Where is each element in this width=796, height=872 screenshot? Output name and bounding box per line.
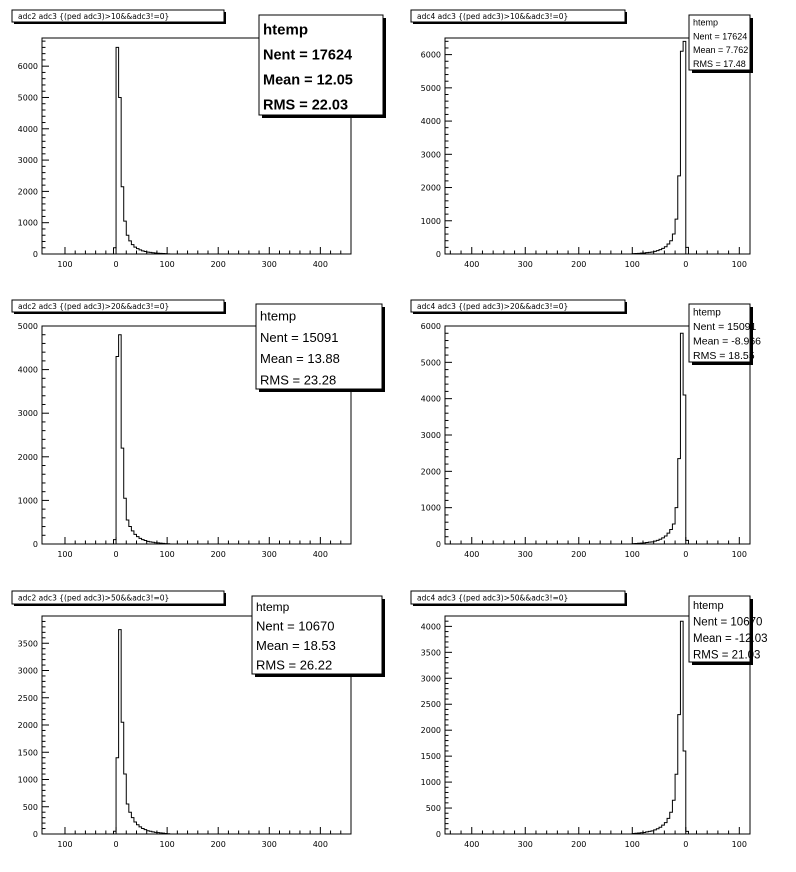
x-tick-label: 300	[517, 550, 533, 559]
stats-name: htemp	[693, 599, 724, 612]
stats-name: htemp	[256, 600, 290, 615]
stats-line: RMS = 18.55	[693, 349, 755, 362]
y-tick-label: 1000	[17, 218, 38, 228]
x-tick-label: 200	[571, 260, 587, 269]
y-tick-label: 5000	[17, 93, 38, 103]
stats-line: Nent = 15091	[260, 329, 339, 345]
y-tick-label: 0	[435, 540, 441, 549]
y-tick-label: 2500	[420, 700, 441, 710]
stats-line: Nent = 10670	[693, 616, 763, 629]
histogram-panel-5	[12, 591, 385, 849]
x-tick-label: 100	[57, 840, 73, 849]
y-tick-label: 0	[32, 540, 38, 549]
y-tick-label: 0	[435, 250, 441, 259]
histogram-panel-2	[411, 10, 753, 269]
y-tick-label: 2000	[420, 183, 441, 193]
x-tick-label: 100	[159, 840, 175, 849]
y-tick-label: 1000	[420, 216, 441, 226]
y-tick-label: 1000	[420, 778, 441, 788]
stats-line: Mean = -8.966	[693, 335, 762, 348]
histogram-steps	[111, 47, 172, 254]
x-tick-label: 200	[210, 550, 226, 559]
x-tick-label: 400	[312, 550, 328, 559]
y-tick-label: 500	[425, 804, 441, 814]
stats-line: RMS = 22.03	[263, 97, 349, 114]
y-tick-label: 3000	[420, 150, 441, 160]
histogram-title: adc2 adc3 {(ped adc3)>50&&adc3!=0}	[18, 593, 170, 603]
x-tick-label: 300	[261, 840, 277, 849]
x-tick-label: 100	[731, 260, 747, 269]
histogram-panel-6	[411, 591, 767, 849]
y-tick-label: 6000	[420, 322, 441, 331]
x-tick-label: 0	[113, 840, 119, 849]
x-tick-label: 0	[113, 550, 119, 559]
stats-line: Nent = 15091	[693, 320, 757, 333]
y-tick-label: 1000	[17, 496, 38, 506]
y-tick-label: 3500	[17, 639, 38, 649]
stats-line: Mean = 13.88	[260, 351, 340, 367]
stats-line: RMS = 21.03	[693, 649, 761, 662]
x-tick-label: 100	[57, 550, 73, 559]
x-tick-label: 400	[464, 840, 480, 849]
stats-line: Mean = 18.53	[256, 638, 336, 654]
histogram-title: adc2 adc3 {(ped adc3)>10&&adc3!=0}	[18, 12, 170, 21]
x-tick-label: 400	[464, 550, 480, 559]
histogram-title: adc4 adc3 {(ped adc3)>20&&adc3!=0}	[417, 302, 569, 311]
histogram-steps	[630, 621, 692, 834]
stats-line: Mean = -12.03	[693, 632, 768, 645]
y-tick-label: 6000	[17, 62, 38, 72]
x-tick-label: 200	[210, 260, 226, 269]
stats-line: Nent = 17624	[693, 31, 748, 42]
y-tick-label: 2000	[420, 467, 441, 477]
stats-name: htemp	[693, 307, 721, 319]
y-tick-label: 3000	[17, 666, 38, 676]
x-tick-label: 300	[517, 840, 533, 849]
stats-name: htemp	[263, 21, 308, 39]
histogram-panel-3	[12, 300, 385, 559]
stats-name: htemp	[693, 17, 719, 28]
y-tick-label: 4000	[420, 622, 441, 632]
y-tick-label: 1500	[420, 752, 441, 762]
y-tick-label: 1500	[17, 748, 38, 758]
histogram-steps	[630, 41, 692, 254]
x-tick-label: 0	[113, 260, 119, 269]
x-tick-label: 100	[57, 260, 73, 269]
stats-line: Nent = 17624	[263, 47, 353, 64]
y-tick-label: 4000	[420, 117, 441, 127]
x-tick-label: 100	[731, 840, 747, 849]
x-tick-label: 100	[624, 840, 640, 849]
y-tick-label: 1000	[17, 775, 38, 785]
y-tick-label: 0	[435, 830, 441, 839]
y-tick-label: 1000	[420, 503, 441, 513]
y-tick-label: 5000	[420, 358, 441, 368]
x-tick-label: 100	[159, 550, 175, 559]
x-tick-label: 300	[517, 260, 533, 269]
y-tick-label: 0	[32, 250, 38, 259]
histogram-steps	[111, 335, 172, 544]
y-tick-label: 4000	[17, 124, 38, 134]
x-tick-label: 100	[624, 260, 640, 269]
histogram-title: adc2 adc3 {(ped adc3)>20&&adc3!=0}	[18, 302, 170, 311]
histogram-steps	[111, 630, 172, 834]
y-tick-label: 3000	[17, 409, 38, 419]
histogram-title: adc4 adc3 {(ped adc3)>10&&adc3!=0}	[417, 12, 569, 21]
x-tick-label: 200	[210, 840, 226, 849]
histogram-title: adc4 adc3 {(ped adc3)>50&&adc3!=0}	[417, 593, 569, 603]
x-tick-label: 100	[731, 550, 747, 559]
y-tick-label: 5000	[420, 83, 441, 93]
x-tick-label: 0	[683, 260, 689, 269]
y-tick-label: 3000	[420, 431, 441, 440]
y-tick-label: 2000	[420, 726, 441, 736]
y-tick-label: 2000	[17, 452, 38, 462]
y-tick-label: 2000	[17, 187, 38, 197]
y-tick-label: 3500	[420, 648, 441, 658]
x-tick-label: 100	[624, 550, 640, 559]
stats-name: htemp	[260, 308, 297, 324]
y-tick-label: 2000	[17, 721, 38, 730]
y-tick-label: 6000	[420, 50, 441, 60]
stats-line: RMS = 23.28	[260, 372, 337, 388]
histogram-panel-4	[411, 300, 761, 559]
histogram-steps	[630, 333, 692, 544]
y-tick-label: 0	[32, 830, 38, 839]
stats-line: Mean = 12.05	[263, 72, 353, 89]
x-tick-label: 300	[261, 550, 277, 559]
stats-line: RMS = 17.48	[693, 58, 746, 69]
x-tick-label: 400	[312, 840, 328, 849]
y-tick-label: 3000	[17, 156, 38, 166]
x-tick-label: 200	[571, 550, 587, 559]
x-tick-label: 400	[464, 260, 480, 269]
stats-line: Mean = 7.762	[693, 45, 749, 56]
histogram-panel-1	[12, 10, 386, 269]
x-tick-label: 300	[261, 260, 277, 269]
y-tick-label: 5000	[17, 322, 38, 331]
stats-line: RMS = 26.22	[256, 657, 333, 673]
y-tick-label: 4000	[420, 394, 441, 404]
stats-line: Nent = 10670	[256, 618, 335, 634]
x-tick-label: 400	[312, 260, 328, 269]
y-tick-label: 2500	[17, 693, 38, 703]
y-tick-label: 3000	[420, 674, 441, 684]
y-tick-label: 500	[22, 802, 38, 812]
x-tick-label: 0	[683, 550, 689, 559]
x-tick-label: 200	[571, 840, 587, 849]
y-tick-label: 4000	[17, 365, 38, 375]
x-tick-label: 100	[159, 260, 175, 269]
x-tick-label: 0	[683, 840, 689, 849]
